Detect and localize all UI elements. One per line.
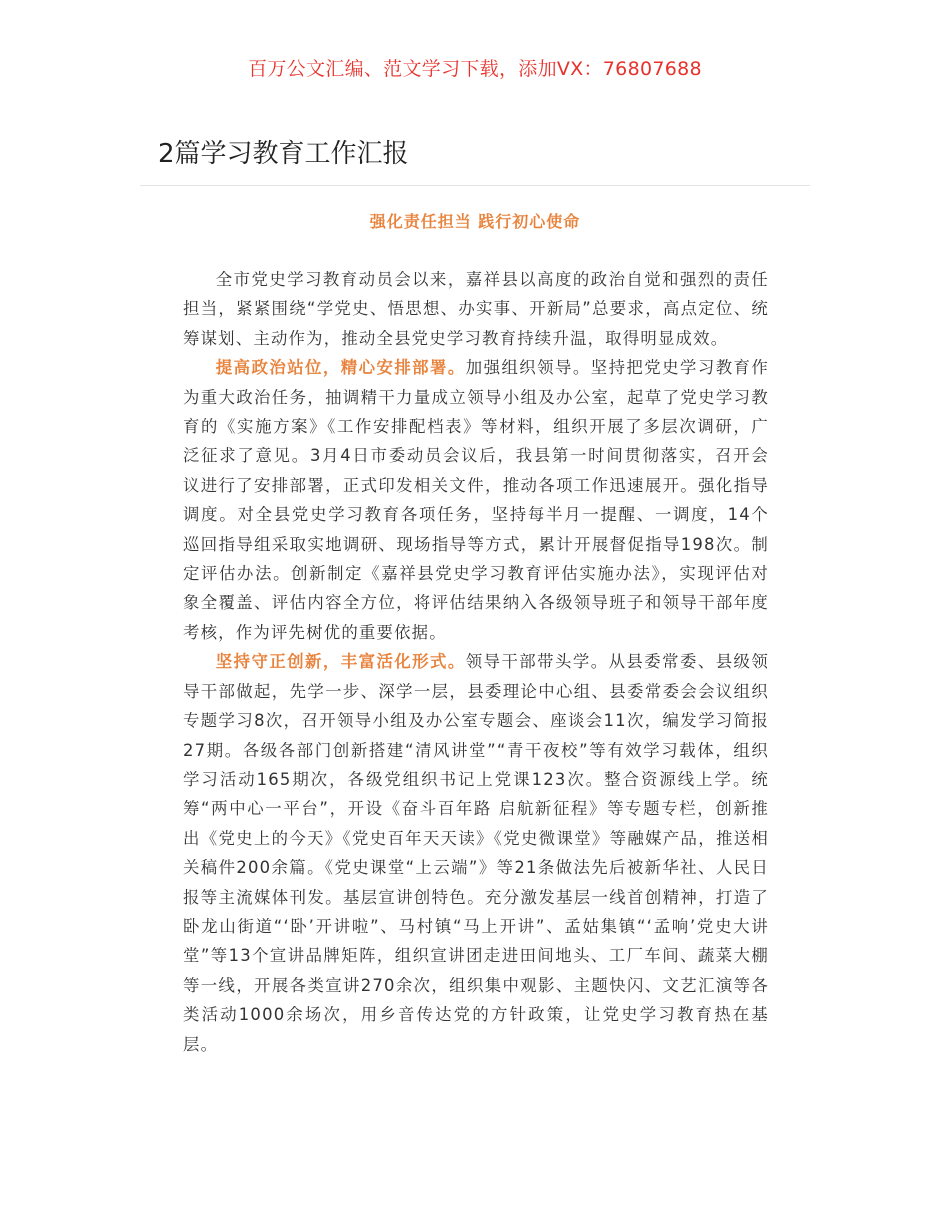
- section-heading: 坚持守正创新，丰富活化形式。: [215, 652, 466, 672]
- article-subtitle: 强化责任担当 践行初心使命: [369, 212, 581, 231]
- section-heading: 提高政治站位，精心安排部署。: [215, 358, 466, 378]
- title-divider: [140, 185, 810, 186]
- paragraph-deployment: [183, 353, 769, 647]
- paragraph-text: 全市党史学习教育动员会以来，嘉祥县以高度的政治自觉和强烈的责任担当，紧紧围绕“学党史、悟思想、办实事、开新局”总要求，高点定位、统筹谋划、主动作为，推动全县党史学习教育持续升温，取得明显成效。: [183, 270, 769, 348]
- document-title: 2篇学习教育工作汇报: [158, 139, 409, 169]
- paragraph-text: 加强组织领导。坚持把党史学习教育作为重大政治任务，抽调精干力量成立领导小组及办公室，起草了党史学习教育的《实施方案》《工作安排配档表》等材料，组织开展了多层次调研，广泛征求了意见。3月4日市委动员会议后，我县第一时间贯彻落实，召开会议进行了安排部署，正式印发相关文件，推动各项工作迅速展开。强化指导调度。对全县党史学习教育各项任务，坚持每半月一提醒、一调度，14个巡回指导组采取实地调研、现场指导等方式，累计开展督促指导198次。制定评估办法。创新制定《嘉祥县党史学习教育评估实施办法》，实现评估对象全覆盖、评估内容全方位，将评估结果纳入各级领导班子和领导干部年度考核，作为评先树优的重要依据。: [183, 358, 769, 642]
- download-banner: 百万公文汇编、范文学习下载，添加VX：76807688: [248, 58, 702, 80]
- paragraph-intro: [183, 265, 769, 353]
- paragraph-innovation: [183, 647, 769, 1059]
- paragraph-text: 领导干部带头学。从县委常委、县级领导干部做起，先学一步、深学一层，县委理论中心组、县委常委会会议组织专题学习8次，召开领导小组及办公室专题会、座谈会11次，编发学习简报27期。各级各部门创新搭建“清风讲堂”“青干夜校”等有效学习载体，组织学习活动165期次，各级党组织书记上党课123次。整合资源线上学。统筹“两中心一平台”，开设《奋斗百年路 启航新征程》等专题专栏，创新推出《党史上的今天》《党史百年天天读》《党史微课堂》等融媒产品，推送相关稿件200余篇。《党史课堂“上云端”》等21条做法先后被新华社、人民日报等主流媒体刊发。基层宣讲创特色。充分激发基层一线首创精神，打造了卧龙山街道“‘卧’开讲啦”、马村镇“马上开讲”、孟姑集镇“‘孟响’党史大讲堂”等13个宣讲品牌矩阵，组织宣讲团走进田间地头、工厂车间、蔬菜大棚等一线，开展各类宣讲270余次，组织集中观影、主题快闪、文艺汇演等各类活动1000余场次，用乡音传达党的方针政策，让党史学习教育热在基层。: [183, 652, 769, 1054]
- article-body: [183, 265, 769, 1059]
